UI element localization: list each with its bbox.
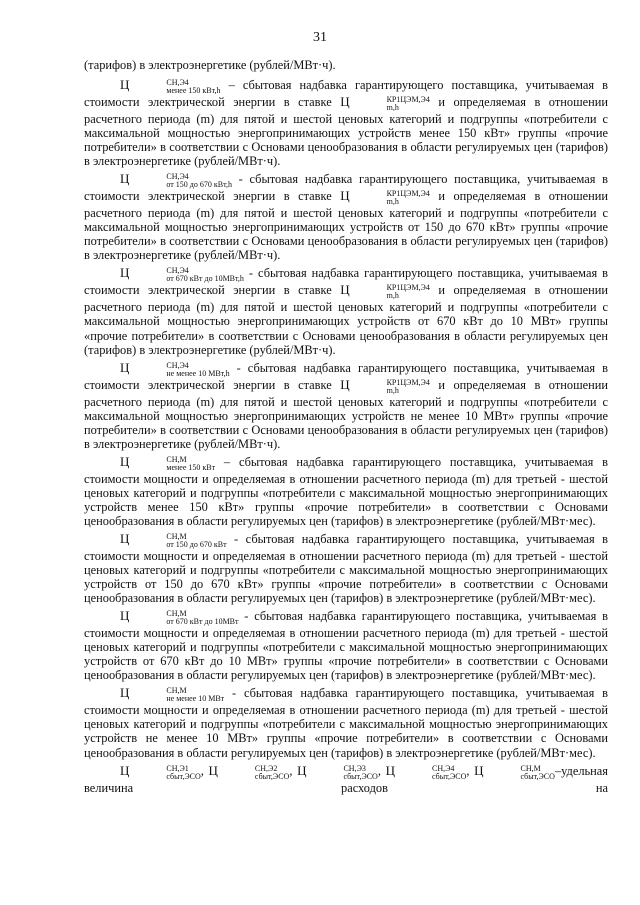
symbol-subscript: сбыт,ЭСО bbox=[520, 771, 555, 781]
definition-text: - сбытовая надбавка гарантирующего поставщика, учитываемая в стоимости мощности и определяемая в отношении расчетного периода (m) для третьей - шестой ценовых категорий и подгруппы «потребители с максимальной мощностью энергопринимающих устройств от 150 до 670 кВт» группы «прочие потребители» в соответствии с Основами ценообразования в области регулируемых цен (тарифов) в электроэнергетике (рублей/МВт·мес). bbox=[84, 531, 608, 606]
symbol-scripts bbox=[130, 267, 244, 283]
symbol-superscript: СН,М bbox=[520, 763, 541, 773]
symbol-subscript: m,h bbox=[386, 385, 399, 395]
definition-paragraph bbox=[84, 172, 608, 262]
definition-text-continued: и определяемая в отношении расчетного периода (m) для пятой и шестой ценовых категорий и подгруппы «потребители с максимальной мощностью энергопринимающих устройств не менее 10 МВт» группы «прочие потребители» в соответствии с Основами ценообразования в области регулируемых цен (тарифов) в электроэнергетике (рублей/МВт·ч). bbox=[84, 377, 609, 451]
price-symbol bbox=[385, 762, 467, 781]
symbol-superscript: СН,Э4 bbox=[166, 172, 189, 182]
symbol-superscript: СН,Э2 bbox=[254, 763, 278, 773]
symbol-subscript: от 150 до 670 кВт,h bbox=[166, 180, 232, 190]
symbol-superscript: КР1ЦЭМ,Э4 bbox=[386, 189, 430, 199]
symbol-subscript: сбыт,ЭСО bbox=[254, 771, 290, 781]
symbol-separator: , bbox=[377, 763, 386, 778]
symbol-superscript: КР1ЦЭМ,Э4 bbox=[386, 95, 430, 105]
symbol-scripts bbox=[351, 284, 430, 300]
symbol-superscript: СН,Э4 bbox=[431, 763, 455, 773]
symbol-subscript: сбыт,ЭСО bbox=[431, 771, 467, 781]
symbol-scripts bbox=[130, 79, 220, 95]
definition-paragraph bbox=[84, 78, 608, 168]
symbol-superscript: СН,Э4 bbox=[166, 360, 189, 370]
symbol-scripts bbox=[396, 765, 466, 781]
symbol-base: Ц bbox=[120, 77, 130, 93]
definition-text: – сбытовая надбавка гарантирующего поставщика, учитываемая в стоимости электрической энергии в ставке bbox=[84, 78, 608, 110]
symbol-subscript: m,h bbox=[386, 291, 399, 301]
symbol-base: Ц bbox=[120, 685, 130, 701]
price-symbol bbox=[120, 530, 227, 549]
symbol-superscript: КР1ЦЭМ,Э4 bbox=[386, 283, 430, 293]
definition-paragraph bbox=[84, 266, 608, 356]
price-symbol bbox=[120, 453, 216, 472]
symbol-base: Ц bbox=[120, 608, 130, 624]
symbol-superscript: СН,М bbox=[166, 609, 187, 619]
symbol-base: Ц bbox=[208, 762, 218, 778]
symbol-subscript: сбыт,ЭСО bbox=[166, 771, 201, 781]
price-symbol bbox=[120, 171, 232, 190]
symbol-scripts bbox=[130, 610, 238, 626]
price-symbol bbox=[208, 762, 290, 781]
symbol-superscript: СН,Э3 bbox=[343, 763, 366, 773]
symbol-superscript: СН,Э4 bbox=[166, 78, 189, 88]
final-definition-line bbox=[84, 764, 608, 795]
symbol-scripts bbox=[351, 190, 430, 206]
symbol-separator: , bbox=[466, 763, 475, 778]
definition-text: - сбытовая надбавка гарантирующего поставщика, учитываемая в стоимости мощности и определяемая в отношении расчетного периода (m) для третьей - шестой ценовых категорий и подгруппы «потребители с максимальной мощностью энергопринимающих устройств от 670 кВт до 10 МВт» группы «прочие потребители» в соответствии с Основами ценообразования в области регулируемых цен (тарифов) в электроэнергетике (рублей/МВт·мес). bbox=[84, 609, 608, 683]
symbol-scripts bbox=[130, 765, 200, 781]
page-number: 31 bbox=[313, 30, 327, 45]
symbol-base: Ц bbox=[340, 282, 350, 298]
definition-text: – сбытовая надбавка гарантирующего поставщика, учитываемая в стоимости мощности и определяемая в отношении расчетного периода (m) для третьей - шестой ценовых категорий и подгруппы «потребители с максимальной мощностью энергопринимающих устройств менее 150 кВт» группы «прочие потребители» в соответствии с Основами ценообразования в области регулируемых цен (тарифов) в электроэнергетике (рублей/МВт·мес). bbox=[84, 454, 608, 528]
symbol-scripts bbox=[130, 533, 226, 549]
price-symbol bbox=[474, 762, 555, 781]
price-symbol bbox=[340, 94, 430, 113]
price-symbol bbox=[120, 359, 230, 378]
symbol-subscript: не менее 10 МВт,h bbox=[166, 368, 230, 378]
price-symbol bbox=[120, 265, 244, 284]
document-body bbox=[84, 58, 608, 799]
symbol-base: Ц bbox=[474, 762, 484, 778]
symbol-subscript: m,h bbox=[386, 103, 399, 113]
definition-paragraph bbox=[84, 455, 608, 528]
symbol-base: Ц bbox=[340, 94, 350, 110]
symbol-subscript: m,h bbox=[386, 197, 399, 207]
symbol-base: Ц bbox=[385, 762, 395, 778]
symbol-subscript: от 670 кВт до 10МВт,h bbox=[166, 274, 244, 284]
symbol-scripts bbox=[307, 765, 377, 781]
symbol-base: Ц bbox=[120, 171, 130, 187]
symbol-superscript: СН,М bbox=[166, 531, 187, 541]
definition-text: - сбытовая надбавка гарантирующего поставщика, учитываемая в стоимости электрической энергии в ставке bbox=[84, 360, 608, 392]
symbol-subscript: менее 150 кВт,h bbox=[166, 86, 221, 96]
symbol-base: Ц bbox=[340, 188, 350, 204]
symbol-separator: , bbox=[289, 763, 298, 778]
definition-text: - сбытовая надбавка гарантирующего поставщика, учитываемая в стоимости электрической энергии в ставке bbox=[84, 266, 608, 298]
symbol-scripts bbox=[351, 379, 430, 395]
price-symbol bbox=[297, 762, 378, 781]
symbol-scripts bbox=[130, 687, 224, 703]
symbol-subscript: менее 150 кВт bbox=[166, 462, 216, 472]
price-symbol bbox=[340, 282, 430, 301]
price-symbol bbox=[120, 77, 221, 96]
definition-text-continued: и определяемая в отношении расчетного периода (m) для пятой и шестой ценовых категорий и подгруппы «потребители с максимальной мощностью энергопринимающих устройств менее 150 кВт» группы «прочие потребители» в соответствии с Основами ценообразования в области регулируемых цен (тарифов) в электроэнергетике (рублей/МВт·ч). bbox=[84, 95, 609, 169]
symbol-scripts bbox=[130, 173, 232, 189]
price-symbol bbox=[340, 376, 430, 395]
symbol-superscript: СН,Э1 bbox=[166, 763, 189, 773]
symbol-base: Ц bbox=[297, 762, 307, 778]
definitions-list bbox=[84, 78, 608, 760]
price-symbol bbox=[340, 188, 430, 207]
symbol-subscript: сбыт,ЭСО bbox=[343, 771, 378, 781]
symbol-base: Ц bbox=[120, 530, 130, 546]
symbol-subscript: не менее 10 МВт bbox=[166, 694, 225, 704]
definition-paragraph bbox=[84, 532, 608, 605]
symbol-base: Ц bbox=[120, 453, 130, 469]
symbol-superscript: СН,М bbox=[166, 454, 187, 464]
symbol-base: Ц bbox=[340, 376, 350, 392]
symbol-scripts bbox=[130, 362, 229, 378]
symbol-base: Ц bbox=[120, 265, 130, 281]
symbol-scripts bbox=[219, 765, 289, 781]
definition-text-continued: и определяемая в отношении расчетного периода (m) для пятой и шестой ценовых категорий и подгруппы «потребители с максимальной мощностью энергопринимающих устройств от 670 кВт до 10 МВт» группы «прочие потребители» в соответствии с Основами ценообразования в области регулируемых цен (тарифов) в электроэнергетике (рублей/МВт·ч). bbox=[84, 283, 609, 357]
symbol-scripts bbox=[485, 765, 555, 781]
symbol-scripts bbox=[130, 456, 215, 472]
symbol-base: Ц bbox=[120, 762, 130, 778]
symbol-superscript: КР1ЦЭМ,Э4 bbox=[386, 377, 430, 387]
definition-text: - сбытовая надбавка гарантирующего поставщика, учитываемая в стоимости электрической энергии в ставке bbox=[84, 172, 608, 204]
intro-line: (тарифов) в электроэнергетике (рублей/МВт·ч). bbox=[84, 58, 336, 72]
symbol-subscript: от 150 до 670 кВт bbox=[166, 539, 227, 549]
symbol-separator: , bbox=[200, 763, 209, 778]
final-definition-text: –удельная величина расходов на bbox=[84, 763, 608, 795]
symbol-base: Ц bbox=[120, 359, 130, 375]
price-symbol bbox=[120, 762, 201, 781]
price-symbol bbox=[120, 608, 239, 627]
definition-paragraph bbox=[84, 361, 608, 451]
price-symbol bbox=[120, 685, 225, 704]
definition-text: - сбытовая надбавка гарантирующего поставщика, учитываемая в стоимости мощности и определяемая в отношении расчетного периода (m) для третьей - шестой ценовых категорий и подгруппы «потребители с максимальной мощностью энергопринимающих устройств не менее 10 МВт» группы «прочие потребители» в соответствии с Основами ценообразования в области регулируемых цен (тарифов) в электроэнергетике (рублей/МВт·мес). bbox=[84, 686, 608, 760]
definition-text-continued: и определяемая в отношении расчетного периода (m) для пятой и шестой ценовых категорий и подгруппы «потребители с максимальной мощностью энергопринимающих устройств от 150 до 670 кВт» группы «прочие потребители» в соответствии с Основами ценообразования в области регулируемых цен (тарифов) в электроэнергетике (рублей/МВт·ч). bbox=[84, 189, 609, 263]
definition-paragraph bbox=[84, 686, 608, 759]
symbol-scripts bbox=[351, 96, 430, 112]
symbol-superscript: СН,М bbox=[166, 686, 187, 696]
symbol-subscript: от 670 кВт до 10МВт bbox=[166, 617, 239, 627]
definition-paragraph bbox=[84, 609, 608, 682]
symbol-superscript: СН,Э4 bbox=[166, 266, 189, 276]
